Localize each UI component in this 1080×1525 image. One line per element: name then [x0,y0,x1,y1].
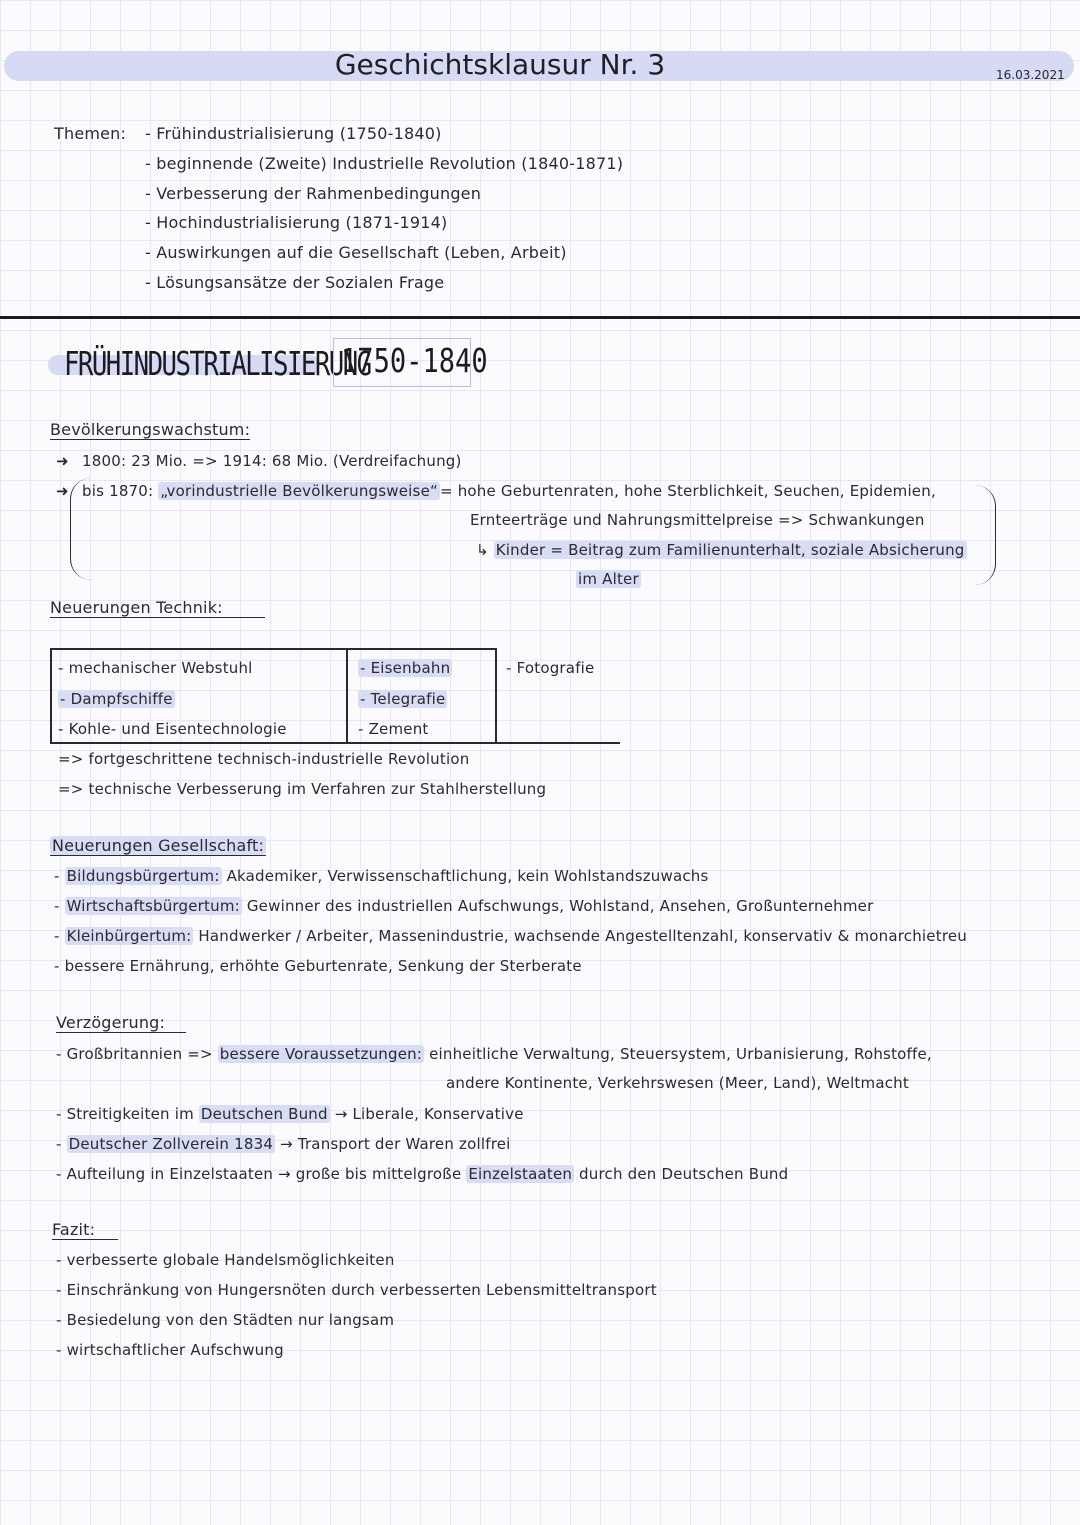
zollverein-highlight: Deutscher Zollverein 1834 [68,1135,274,1153]
themen-item: - beginnende (Zweite) Industrielle Revolution (1840-1871) [145,154,624,173]
return-arrow-icon: ↳ [476,541,489,559]
technik-heading: Neuerungen Technik: [50,598,265,618]
bis-1870-label: bis 1870: [82,482,154,500]
im-alter-highlight: im Alter [578,570,639,588]
liberale-text: → Liberale, Konservative [334,1105,524,1123]
gesellschaft-text: Handwerker / Arbeiter, Massenindustrie, wachsende Angestelltenzahl, konservativ & monarchietreu [198,927,967,945]
themen-item: - Lösungsansätze der Sozialen Frage [145,273,445,292]
gesellschaft-row: - Bildungsbürgertum: Akademiker, Verwissenschaftlichung, kein Wohlstandszuwachs [54,867,709,885]
table-top-line [50,648,496,650]
aufteilung-text: - Aufteilung in Einzelstaaten → große bis mittelgroße [56,1165,462,1183]
right-bracket [975,485,996,585]
gesellschaft-text: Gewinner des industriellen Aufschwungs, Wohlstand, Ansehen, Großunternehmer [246,897,874,915]
kinder-highlight: Kinder = Beitrag zum Familienunterhalt, soziale Absicherung [495,541,965,559]
gesellschaft-last: - bessere Ernährung, erhöhte Geburtenrate, Senkung der Sterberate [54,957,582,975]
technik-item: - Kohle- und Eisentechnologie [58,720,287,738]
themen-item: - Auswirkungen auf die Gesellschaft (Leben, Arbeit) [145,243,567,262]
table-left-line [50,648,52,744]
arrow-icon: ➜ [56,452,69,470]
arrow-icon: ➜ [56,482,69,500]
section-divider [0,316,1080,319]
themen-item: - Frühindustrialisierung (1750-1840) [145,124,442,143]
technik-result: => fortgeschrittene technisch-industrielle Revolution [58,750,470,768]
gesellschaft-key: Bildungsbürgertum: [66,867,220,885]
gesellschaft-heading-text: Neuerungen Gesellschaft: [52,836,265,855]
date: 16.03.2021 [996,68,1065,82]
einzelstaaten-highlight: Einzelstaaten [468,1165,573,1183]
bevoelkerung-line-3: Ernteerträge und Nahrungsmittelpreise => Schwankungen [470,511,925,529]
table-bottom-line [50,742,620,744]
gesellschaft-key: Wirtschaftsbürgertum: [66,897,240,915]
voraussetzungen-highlight: bessere Voraussetzungen: [219,1045,423,1063]
fazit-heading: Fazit: [52,1220,118,1240]
themen-label: Themen: [54,124,127,143]
gesellschaft-text: Akademiker, Verwissenschaftlichung, kein Wohlstandszuwachs [226,867,709,885]
verzoegerung-heading: Verzögerung: [56,1013,186,1033]
vorindustriell-highlight: „vorindustrielle Bevölkerungsweise“ [160,482,438,500]
aufteilung-text-end: durch den Deutschen Bund [579,1165,789,1183]
technik-item: - Fotografie [506,659,595,677]
themen-item: - Hochindustrialisierung (1871-1914) [145,213,448,232]
telegrafie-highlight: - Telegrafie [360,690,446,708]
gb-text: einheitliche Verwaltung, Steuersystem, Urbanisierung, Rohstoffe, [429,1045,932,1063]
bevoelkerung-heading: Bevölkerungswachstum: [50,420,251,439]
gesellschaft-key: Kleinbürgertum: [66,927,192,945]
technik-item [358,690,447,708]
section-title: FRÜHINDUSTRIALISIERUNG [64,344,371,383]
page-title: Geschichtsklausur Nr. 3 [334,48,666,81]
verzoegerung-line: - Deutscher Zollverein 1834 → Transport der Waren zollfrei [56,1135,511,1153]
bevoelkerung-line-2 [82,482,936,500]
verzoegerung-line [56,1165,788,1183]
fazit-item: - verbesserte globale Handelsmöglichkeiten [56,1251,395,1269]
technik-result: => technische Verbesserung im Verfahren zur Stahlherstellung [58,780,547,798]
streitigkeiten-text: - Streitigkeiten im [56,1105,194,1123]
verzoegerung-gb-2: andere Kontinente, Verkehrswesen (Meer, Land), Weltmacht [446,1074,909,1092]
deutscher-bund-highlight: Deutschen Bund [200,1105,328,1123]
dampfschiffe-highlight: - Dampfschiffe [60,690,173,708]
bevoelkerung-line-2-text: = hohe Geburtenraten, hohe Sterblichkeit, Seuchen, Epidemien, [439,482,936,500]
bevoelkerung-line-5 [576,570,641,588]
gesellschaft-heading [50,836,266,856]
bevoelkerung-line-1: 1800: 23 Mio. => 1914: 68 Mio. (Verdreifachung) [82,452,462,470]
eisenbahn-highlight: - Eisenbahn [360,659,451,677]
technik-item: - Zement [358,720,429,738]
zollverein-text: → Transport der Waren zollfrei [280,1135,511,1153]
technik-item: - mechanischer Webstuhl [58,659,253,677]
fazit-item: - Besiedelung von den Städten nur langsam [56,1311,395,1329]
verzoegerung-gb [56,1045,932,1063]
gb-label: - Großbritannien => [56,1045,213,1063]
gesellschaft-row: - Kleinbürgertum: Handwerker / Arbeiter, Massenindustrie, wachsende Angestelltenzahl, konservativ & monarchietreu [54,927,967,945]
technik-item [58,690,175,708]
themen-item: - Verbesserung der Rahmenbedingungen [145,184,482,203]
verzoegerung-line [56,1105,524,1123]
gesellschaft-row: - Wirtschaftsbürgertum: Gewinner des industriellen Aufschwungs, Wohlstand, Ansehen, Großunternehmer [54,897,874,915]
table-col-divider [346,648,348,744]
fazit-item: - Einschränkung von Hungersnöten durch verbesserten Lebensmitteltransport [56,1281,657,1299]
technik-item [358,659,452,677]
fazit-item: - wirtschaftlicher Aufschwung [56,1341,284,1359]
bevoelkerung-line-4 [476,541,967,559]
section-range: 1750-1840 [341,341,488,380]
table-col-divider [495,648,497,744]
